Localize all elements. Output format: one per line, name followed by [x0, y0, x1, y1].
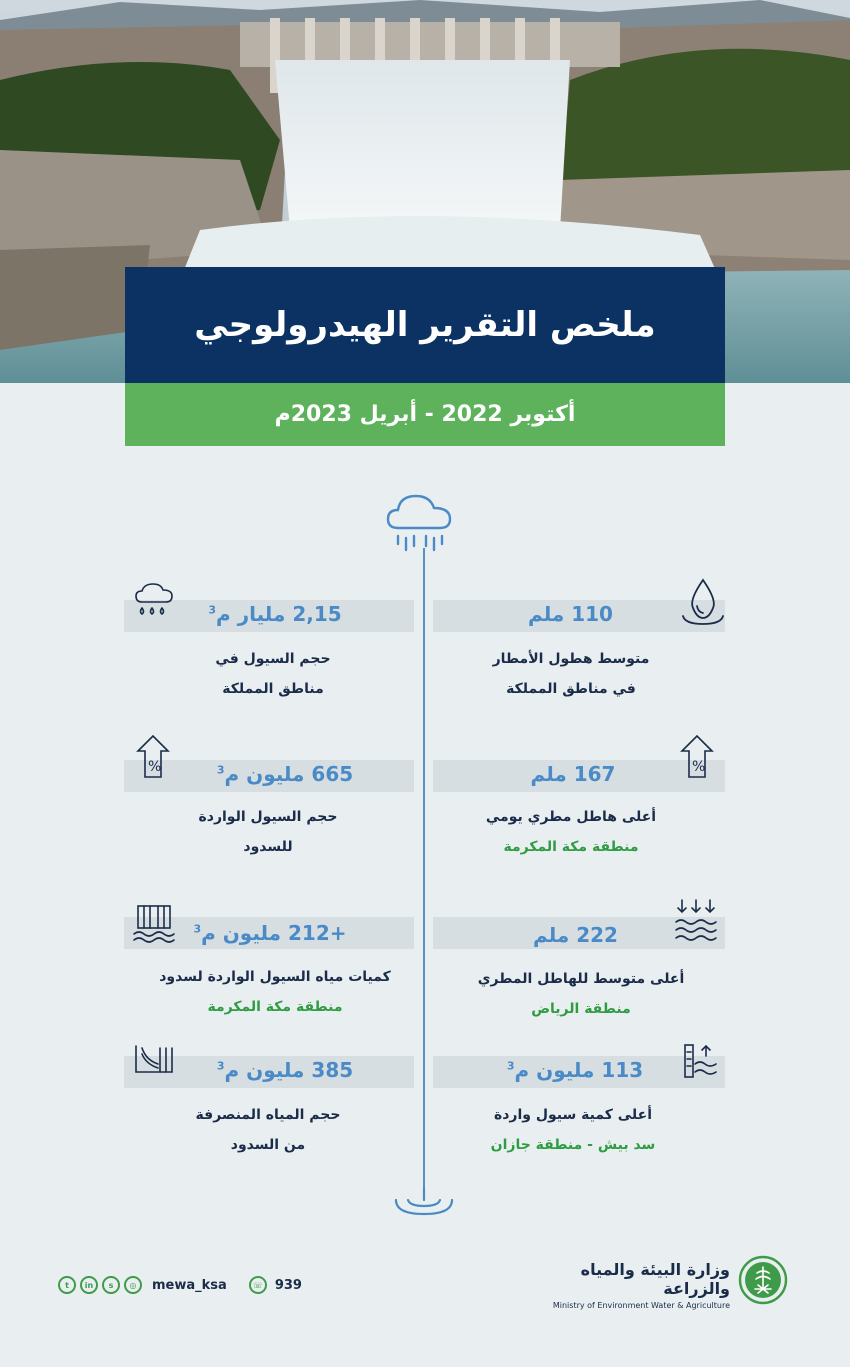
period-box [125, 383, 725, 446]
svg-text:%: % [692, 759, 706, 775]
linkedin-icon[interactable]: in [80, 1276, 98, 1294]
percent-arrow-up-icon [136, 733, 170, 785]
stat-value-flood-volume: 2,15 مليار م$^3$ [208, 602, 342, 626]
percent-arrow-up-icon [680, 733, 714, 785]
ministry-name-en: Ministry of Environment Water & Agriculture [552, 1301, 730, 1310]
stat-value-avg-rainfall: 110 ملم [528, 602, 613, 626]
dam-icon [132, 902, 176, 948]
report-title-box [125, 267, 725, 383]
stat-label-flood-volume: حجم السيول في مناطق المملكة [215, 651, 331, 697]
instagram-icon[interactable]: ◎ [124, 1276, 142, 1294]
stat-label-avg-rainfall: متوسط هطول الأمطار في مناطق المملكة [492, 651, 650, 697]
stat-label-max-flood-inflow: أعلى كمية سيول واردة سد بيش - منطقة جازان [490, 1107, 656, 1153]
ministry-name-ar: وزارة البيئة والمياه والزراعة [580, 1260, 730, 1298]
page-title: ملخص التقرير الهيدرولوجي [194, 305, 656, 345]
svg-text:%: % [148, 759, 162, 775]
phone-number[interactable]: 939 [274, 1277, 302, 1293]
stat-value-max-daily-rain: 167 ملم [530, 762, 616, 786]
stat-label-max-daily-rain: أعلى هاطل مطري يومي منطقة مكة المكرمة [485, 809, 657, 855]
ministry-logo-icon [738, 1255, 788, 1309]
rain-cloud-icon [134, 582, 174, 622]
timeline-line [423, 548, 425, 1190]
social-links [58, 1276, 302, 1294]
rain-waves-icon [674, 898, 718, 948]
water-ripple-icon [392, 1186, 456, 1224]
stat-value-max-flood-inflow: 113 مليون م$^3$ [506, 1058, 644, 1082]
social-handle[interactable]: mewa_ksa [152, 1277, 227, 1293]
rain-cloud-icon [384, 488, 456, 564]
twitter-icon[interactable]: t [58, 1276, 76, 1294]
stat-value-max-avg-rain: 222 ملم [533, 923, 618, 947]
dam-spill-icon [132, 1042, 176, 1082]
phone-icon: ☏ [249, 1276, 267, 1294]
stat-value-makkah-dams: +212 مليون م$^3$ [193, 921, 347, 945]
ministry-name [530, 1260, 730, 1310]
stat-label-released-water: حجم المياه المنصرفة من السدود [195, 1107, 341, 1153]
stat-label-max-avg-rain: أعلى متوسط للهاطل المطري منطقة الرياض [477, 971, 685, 1017]
stat-value-released-water: 385 مليون م$^3$ [216, 1058, 354, 1082]
water-drop-icon [681, 576, 725, 632]
stat-label-inflow-dams: حجم السيول الواردة للسدود [198, 809, 338, 855]
snapchat-icon[interactable]: s [102, 1276, 120, 1294]
water-gauge-icon [682, 1042, 720, 1086]
stat-label-makkah-dams: كميات مياه السيول الواردة لسدود منطقة مكة المكرمة [159, 969, 391, 1015]
report-period: أكتوبر 2022 - أبريل 2023م [274, 402, 576, 427]
stat-value-inflow-dams: 665 مليون م$^3$ [216, 762, 354, 786]
